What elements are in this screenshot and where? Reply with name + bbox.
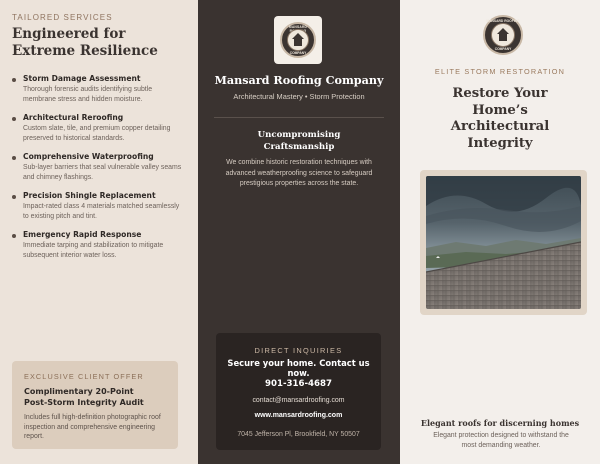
company-logo (274, 16, 322, 64)
company-name: Mansard Roofing Company (214, 73, 384, 87)
bullet-icon (12, 234, 16, 238)
contact-card (216, 333, 381, 450)
house-roof-icon (287, 29, 309, 51)
hero-line2: Home’s (472, 102, 528, 118)
craftsmanship-title (198, 129, 400, 153)
caption-desc: Elegant protection designed to withstand the most demanding weather. (433, 432, 569, 449)
email-link[interactable]: contact@mansardroofing.com (252, 397, 345, 404)
offer-desc: Includes full high-definition photographic roof inspection and comprehensive engineering report. (24, 414, 161, 440)
services-heading-line2: Extreme Resilience (12, 43, 158, 59)
craft-title-line2: Craftsmanship (263, 142, 335, 152)
contact-eyebrow: DIRECT INQUIRIES (254, 346, 343, 355)
feature-desc: Immediate tarping and stabilization to mitigate subsequent interior water loss. (23, 242, 164, 259)
restoration-eyebrow: ELITE STORM RESTORATION (434, 67, 566, 76)
company-logo (483, 15, 523, 55)
hero-line1: Restore Your (452, 86, 548, 101)
feature-desc: Custom slate, tile, and premium copper detailing preserved to historical standards. (23, 125, 171, 142)
feature-title: Emergency Rapid Response (23, 230, 142, 239)
services-heading-line1: Engineered for (12, 26, 126, 42)
feature-title: Precision Shingle Replacement (23, 191, 156, 200)
feature-title: Comprehensive Waterproofing (23, 152, 154, 161)
bullet-icon (12, 156, 16, 160)
middle-panel (198, 0, 400, 464)
offer-eyebrow: EXCLUSIVE CLIENT OFFER (24, 372, 144, 381)
services-eyebrow: TAILORED SERVICES (12, 13, 113, 22)
feature-desc: Sub-layer barriers that seal vulnerable valley seams and chimney flashings. (23, 164, 182, 181)
bullet-icon (12, 78, 16, 82)
contact-headline: Secure your home. Contact us now. (227, 358, 370, 378)
feature-title: Architectural Reroofing (23, 113, 124, 122)
exclusive-offer-card (12, 361, 178, 449)
storm-roof-illustration (426, 176, 581, 309)
logo-bottom-text: COMPANY (289, 51, 307, 55)
feature-list (12, 74, 186, 260)
logo-top-text: MANSARD ROOFING (486, 19, 520, 23)
list-item (12, 191, 186, 221)
logo-top-text: MANSARD (288, 25, 308, 29)
offer-title-line1: Complimentary 20-Point (24, 387, 134, 396)
company-tagline: Architectural Mastery • Storm Protection (233, 92, 365, 101)
feature-desc: Impact-rated class 4 materials matched seamlessly to existing pitch and tint. (23, 203, 180, 220)
caption-title: Elegant roofs for discerning homes (420, 418, 580, 428)
feature-desc: Thorough forensic audits identifying subtle membrane stress and hidden moisture. (23, 86, 153, 103)
left-panel (0, 0, 198, 464)
list-item (12, 230, 186, 260)
right-panel (400, 0, 600, 464)
logo-bottom-text: COMPANY (494, 47, 512, 51)
bullet-icon (12, 117, 16, 121)
hero-heading (420, 86, 580, 152)
divider (214, 117, 384, 118)
hero-line3: Architectural (450, 119, 550, 134)
craft-title-line1: Uncompromising (257, 130, 341, 140)
offer-title (24, 387, 168, 408)
house-roof-icon (491, 23, 515, 47)
phone-link[interactable]: 901-316-4687 (265, 379, 332, 389)
craftsmanship-desc: We combine historic restoration techniques with advanced weatherproofing science to safeguard prestigious properties across the state. (225, 159, 373, 187)
logo-badge (280, 22, 316, 58)
list-item (12, 152, 186, 182)
photo-frame (420, 170, 587, 315)
hero-line4: Integrity (467, 135, 533, 151)
storm-roof-photo (426, 176, 581, 309)
bullet-icon (12, 195, 16, 199)
offer-title-line2: Post-Storm Integrity Audit (24, 397, 144, 407)
services-heading (12, 26, 186, 60)
address-text: 7045 Jefferson Pl, Brookfield, NY 50507 (237, 431, 360, 438)
list-item (12, 74, 186, 104)
list-item (12, 113, 186, 143)
feature-title: Storm Damage Assessment (23, 74, 141, 83)
website-link[interactable]: www.mansardroofing.com (254, 412, 343, 419)
